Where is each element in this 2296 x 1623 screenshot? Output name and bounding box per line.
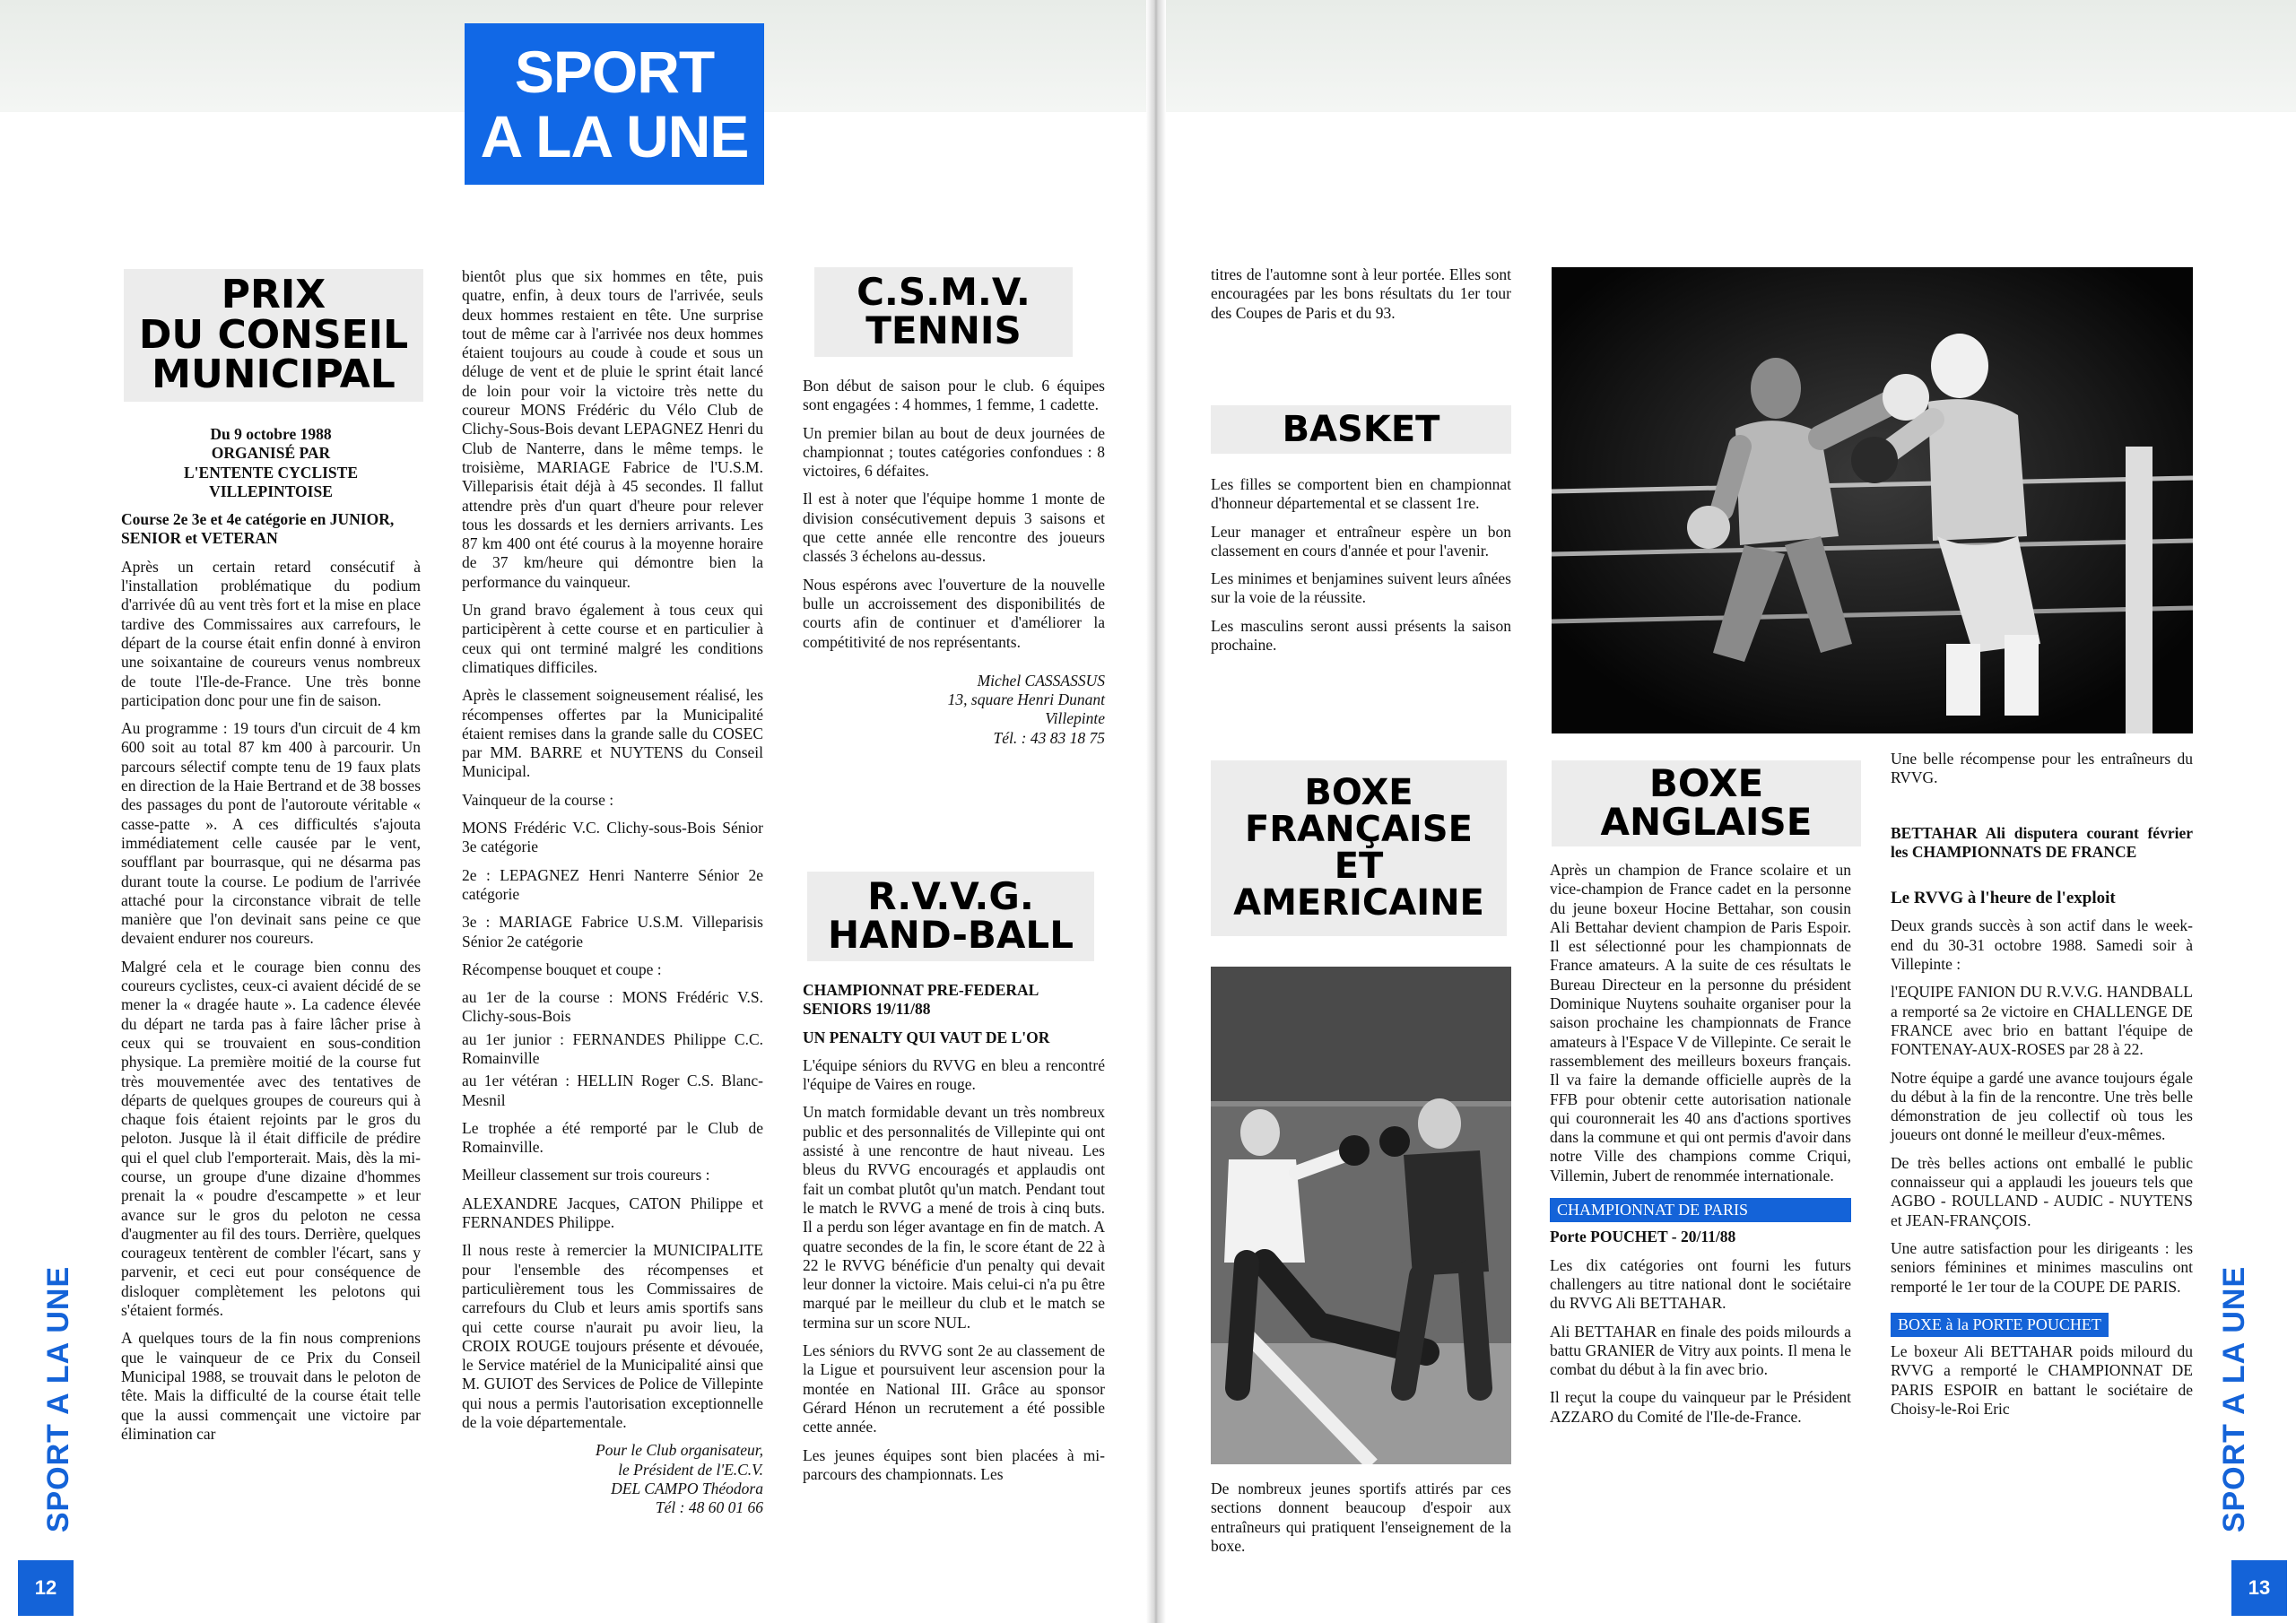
handball-paragraph: L'équipe séniors du RVVG en bleu a rencontré l'équipe de Vaires en rouge.	[803, 1055, 1105, 1094]
prix-paragraph: Malgré cela et le courage bien connu des coureurs cyclistes, ceux-ci avaient décidé de se mener la « dragée haute ». La cadence élevée du départ ne tarda pas à faire lâcher prise à ceux qui se trouvaient en sous-condition physique. La première moitié de la course fut très mouvementée avec des tentatives de départs de quelques groupes de coureurs qui à chaque fois étaient rejoints par le gros du peloton. Jusque là il était difficile de prédire qui el quel club l'emporterait. Mais, dès la mi-course, un groupe d'une dizaine d'hommes prenait la « poudre d'escampette » et leur avance sur le gros du peloton ne cessa d'augmenter au fil des tours. Derrière, quelques courageux tentèrent de combler l'écart, sans y parvenir, et ceci eut pour conséquence de disloquer complètement les pelotons qui s'étaient formés.	[121, 957, 421, 1320]
basket-intro-text: titres de l'automne sont à leur portée. Elles sont encouragées par les bons résultats du 1er tour des Coupes de Paris et du 93.	[1211, 265, 1511, 322]
right-section-sidebar	[2215, 1246, 2255, 1551]
boxe-francaise-heading	[1211, 760, 1507, 936]
prix-signature-line4: Tél : 48 60 01 66	[655, 1498, 763, 1517]
handball-paragraph: Les jeunes équipes sont bien placées à mi-parcours des championnats. Les	[803, 1445, 1105, 1483]
prix-signature-line1: Pour le Club organisateur,	[596, 1441, 763, 1460]
prix-title-line1: PRIX	[221, 271, 326, 317]
prix-paragraph: A quelques tours de la fin nous comprenions que le vainqueur de ce Prix du Conseil Municipal 1988, se trouvait dans le peloton de tête. Mais la difficulté de la course était telle que la aussi commençait une victoire par élimination car	[121, 1329, 421, 1443]
boxe-anglaise-heading	[1552, 760, 1861, 846]
prix-paragraph: Au programme : 19 tours d'un circuit de 4 km 600 soit au total 87 km 400 à parcourir. Un parcours sélectif compte tenu de 19 faux plats en direction de la Haie Bertrand et de 38 bosses des passages du pont de l'autoroute véritable « casse-patte ». A ces difficultés s'ajouta immédiatement celle causée par le vent, soufflant par bourrasque, qui ne désarma pas durant toute la course. Le podium de l'arrivée attaché pour la circonstance vibrait de telle manière que l'on devinait sans peine ce que devaient endurer nos coureurs.	[121, 719, 421, 948]
rvvg-exploit-subtitle: Le RVVG à l'heure de l'exploit	[1891, 889, 2116, 908]
prix-paragraph: MONS Frédéric V.C. Clichy-sous-Bois Sénior 3e catégorie	[462, 819, 763, 856]
prix-paragraph: Il nous reste à remercier la MUNICIPALITE pour l'ensemble des récompenses et particulièrement tous les Commissaires de carrefours du Club et leurs amis sportifs sans qui cette course n'aurait pu avoir lieu, la CROIX ROUGE toujours présente et dévouée, le Service matériel de la Municipalité ainsi que M. GUIOT des Services de Police de Villepinte qui nous a permis l'autorisation exceptionnelle de la voie départementale.	[462, 1241, 763, 1432]
prix-title-line2: DU CONSEIL	[138, 311, 409, 358]
boxe-anglaise-paragraph: Les dix catégories ont fourni les futurs challengers au titre national dont le sociétaire du RVVG Ali BETTAHAR.	[1550, 1255, 1851, 1313]
rvvg-paragraph: Le boxeur Ali BETTAHAR poids milourd du RVVG a remporté le CHAMPIONNAT DE PARIS ESPOIR en battant le sociétaire de Choisy-le-Roi Eric	[1891, 1342, 2193, 1419]
handball-championship-title: CHAMPIONNAT PRE-FEDERAL SENIORS 19/11/88	[803, 981, 1039, 1019]
left-sidebar-label: SPORT A LA UNE	[41, 1265, 76, 1532]
prix-paragraph: Récompense bouquet et coupe :	[462, 959, 662, 978]
section-banner	[465, 23, 764, 185]
boxe-ang-title-line1: BOXE	[1648, 761, 1764, 806]
boxe-anglaise-column	[1550, 861, 1851, 1436]
prix-signature-line2: le Président de l'E.C.V.	[618, 1460, 763, 1479]
basket-column	[1211, 475, 1511, 664]
handball-column	[803, 981, 1105, 1493]
prix-paragraph: Un grand bravo également à tous ceux qui participèrent à cette course et en particulier à ceux qui ont terminé malgré les conditions climatiques difficiles.	[462, 601, 763, 676]
prix-paragraph: Vainqueur de la course :	[462, 790, 614, 809]
kickboxing-photo-image	[1211, 967, 1511, 1464]
rvvg-paragraph: Deux grands succès à son actif dans le week-end du 30-31 octobre 1988. Samedi soir à Villepinte :	[1891, 916, 2193, 974]
banner-line2: A LA UNE	[480, 103, 749, 169]
basket-title: BASKET	[1282, 408, 1440, 450]
handball-title-line2: HAND-BALL	[828, 913, 1074, 957]
prix-signature-line3: DEL CAMPO Théodora	[611, 1479, 763, 1497]
tennis-signature-line2: 13, square Henri Dunant	[947, 690, 1105, 709]
rvvg-paragraph: Une belle récompense pour les entraîneurs du RVVG.	[1891, 750, 2193, 787]
porte-pouchet-subtitle: Porte POUCHET - 20/11/88	[1550, 1228, 1736, 1246]
prix-paragraph: au 1er de la course : MONS Frédéric V.S. Clichy-sous-Bois	[462, 988, 763, 1026]
prix-title-line3: MUNICIPAL	[152, 352, 396, 398]
boxe-fr-title-line2: FRANÇAISE	[1245, 809, 1473, 851]
prix-paragraph: au 1er junior : FERNANDES Philippe C.C. Romainville	[462, 1029, 763, 1067]
tennis-title-line2: TENNIS	[865, 308, 1022, 352]
prix-paragraph: Après un certain retard consécutif à l'installation problématique du podium d'arrivée dû au vent très fort et la mise en place tardive des Commissaires aux carrefours, le départ de la course était enfin donné à environ une soixantaine de coureurs venus nombreux de toute l'Ile-de-France. Une très bonne participation donc pour une fin de saison.	[121, 557, 421, 709]
basket-paragraph: Leur manager et entraîneur espère un bon classement en cours d'année et pour l'avenir.	[1211, 522, 1511, 560]
handball-paragraph: Un match formidable devant un très nombreux public et des personnalités de Villepinte qui ont assisté à une rencontre de haut niveau. Les bleus du RVVG encouragés et applaudis ont fait un combat plutôt qu'un match. Pendant tout le match le RVVG a mené de trois à cinq buts. Il a perdu son léger avantage en fin de match. A quatre secondes de la fin, le score étant de 22 à 22 le RVVG bénéficie d'un penalty qui devait leur donner la victoire. Mais celui-ci n'a pu être marqué par le meilleur du club et le match se termina sur un score NUL.	[803, 1103, 1105, 1332]
basket-heading	[1211, 405, 1511, 454]
tennis-title-line1: C.S.M.V.	[857, 270, 1031, 315]
page-number-right: 13	[2231, 1560, 2287, 1616]
left-section-sidebar	[39, 1246, 79, 1551]
prix-column-2	[462, 267, 763, 1518]
rvvg-paragraph: De très belles actions ont emballé le public connaisseur qui a applaudi les joueurs tels que AGBO - ROULLAND - AUDIC - NUYTENS et JEAN-FRANÇOIS.	[1891, 1153, 2193, 1229]
prix-paragraph: 2e : LEPAGNEZ Henri Nanterre Sénior 2e catégorie	[462, 865, 763, 903]
prix-paragraph: Après le classement soigneusement réalisé, les récompenses offertes par la Municipalité étaient remises dans la grande salle du COSEC par MM. BARRE et NUYTENS du Conseil Municipal.	[462, 686, 763, 781]
tennis-paragraph: Il est à noter que l'équipe homme 1 monte de division consécutivement depuis 3 saisons et que cette année elle rencontre des joueurs classés 3 échelons au-dessus.	[803, 490, 1105, 566]
handball-title-line1: R.V.V.G.	[867, 874, 1034, 919]
basket-paragraph: Les minimes et benjamines suivent leurs aînées sur la voie de la réussite.	[1211, 569, 1511, 607]
prix-course-category: Course 2e 3e et 4e catégorie en JUNIOR, SENIOR et VETERAN	[121, 510, 395, 548]
page-gutter	[1146, 0, 1166, 1623]
prix-heading	[124, 269, 423, 402]
tennis-heading	[814, 267, 1073, 357]
rvvg-exploit-column	[1891, 750, 2193, 1428]
boxe-fr-title-line3: ET	[1334, 846, 1384, 887]
tennis-paragraph: Bon début de saison pour le club. 6 équipes sont engagées : 4 hommes, 1 femme, 1 cadette.	[803, 377, 1105, 414]
kickboxing-caption: De nombreux jeunes sportifs attirés par ces sections donnent beaucoup d'espoir aux entraîneurs qui pratiquent l'enseignement de la boxe.	[1211, 1480, 1511, 1555]
boxing-match-photo	[1552, 267, 2193, 733]
rvvg-paragraph: Une autre satisfaction pour les dirigeants : les seniors féminines et minimes masculins ont remporté le 1er tour de la COUPE DE PARIS.	[1891, 1238, 2193, 1296]
tennis-signature-line1: Michel CASSASSUS	[977, 671, 1105, 690]
banner-line1: SPORT	[514, 39, 715, 105]
boxe-porte-pouchet-bar: BOXE à la PORTE POUCHET	[1891, 1313, 2109, 1337]
prix-paragraph: au 1er vétéran : HELLIN Roger C.S. Blanc-Mesnil	[462, 1072, 763, 1109]
page-number-left: 12	[18, 1560, 74, 1616]
handball-paragraph: Les séniors du RVVG sont 2e au classement de la Ligue et poursuivent leur ascension pour la montée en National III. Grâce au sponsor Gérard Hénon un recrutement a été possible cette année.	[803, 1341, 1105, 1436]
prix-paragraph: bientôt plus que six hommes en tête, puis quatre, enfin, à deux tours de l'arrivée, seuls deux hommes restaient en tête. Une surprise tout de même car à l'arrivée nos deux hommes étaient toujours au coude à coude et sous un déluge de vent et de pluie le sprint était lancé de loin pour voir la victoire très nette du coureur MONS Frédéric du Vélo Club de Clichy-Sous-Bois devant LEPAGNEZ Henri du Club de Nanterre, dans le même temps. le troisième, MARIAGE Fabrice de l'U.S.M. Villeparisis était déjà à 45 secondes. Il fallut attendre près d'un quart d'heure pour relever tous les dossards et les derniers arrivants. Les 87 km 400 ont été courus à la moyenne horaire de 37 km/heure qui démontre bien la performance du vainqueur.	[462, 267, 763, 591]
handball-heading	[807, 872, 1094, 961]
prix-paragraph: 3e : MARIAGE Fabrice U.S.M. Villeparisis Sénior 2e catégorie	[462, 913, 763, 950]
right-page-top-band	[1166, 0, 2296, 112]
prix-date: Du 9 octobre 1988	[210, 425, 332, 443]
prix-organizer-label: ORGANISÉ PAR	[211, 444, 331, 463]
tennis-paragraph: Nous espérons avec l'ouverture de la nouvelle bulle un accroissement des disponibilités de courts afin de continuer et d'améliorer la compétitivité de nos représentants.	[803, 575, 1105, 651]
right-sidebar-label: SPORT A LA UNE	[2217, 1265, 2252, 1532]
boxe-fr-title-line4: AMERICAINE	[1233, 881, 1484, 924]
rvvg-paragraph: Notre équipe a gardé une avance toujours égale du début à la fin de la rencontre. Une très belle démonstration de jeu collectif où tous les joueurs ont donné le meilleur d'eux-mêmes.	[1891, 1068, 2193, 1144]
basket-paragraph: Les masculins seront aussi présents la saison prochaine.	[1211, 616, 1511, 655]
prix-paragraph: Meilleur classement sur trois coureurs :	[462, 1166, 710, 1185]
prix-paragraph: ALEXANDRE Jacques, CATON Philippe et FERNANDES Philippe.	[462, 1193, 763, 1232]
boxe-anglaise-paragraph: Il reçut la coupe du vainqueur par le Président AZZARO du Comité de l'Ile-de-France.	[1550, 1388, 1851, 1426]
rvvg-paragraph: l'EQUIPE FANION DU R.V.V.G. HANDBALL a remporté sa 2e victoire en CHALLENGE DE FRANCE avec brio en battant l'équipe de FONTENAY-AUX-ROSES par 28 à 22.	[1891, 983, 2193, 1059]
boxing-photo-image	[1552, 267, 2193, 733]
bettahar-headline: BETTAHAR Ali disputera courant février les CHAMPIONNATS DE FRANCE	[1891, 823, 2193, 861]
tennis-signature-line4: Tél. : 43 83 18 75	[993, 728, 1105, 747]
boxe-anglaise-paragraph: Après un champion de France scolaire et un vice-champion de France cadet en la personne du jeune boxeur Hocine Bettahar, son cousin Ali Bettahar devient champion de Paris Espoir. Il est sélectionné pour les championnats de France amateurs. A la suite de ces résultats le Bureau Directeur en la personne du président Dominique Nuytens souhaite organiser pour la saison prochaine les championnats de France amateurs à l'Espace V de Villepinte. Ce serait le rassemblement des meilleurs boxeurs français. Il va faire la demande officielle auprès de la FFB pour obtenir cette autorisation nationale qui couronnerait les 40 ans d'actions sportives dans la commune et qui ont permis d'avoir dans notre Ville des champions comme Criqui, Villemin, Jubert de renommée internationale.	[1550, 861, 1851, 1185]
boxe-ang-title-line2: ANGLAISE	[1600, 800, 1813, 844]
boxe-fr-title-line1: BOXE	[1304, 772, 1413, 814]
championnat-de-paris-bar: CHAMPIONNAT DE PARIS	[1550, 1198, 1851, 1222]
tennis-paragraph: Un premier bilan au bout de deux journées de championnat ; toutes catégories confondues : 8 victoires, 6 défaites.	[803, 423, 1105, 481]
prix-organizer: L'ENTENTE CYCLISTE VILLEPINTOISE	[183, 463, 359, 500]
handball-subtitle: UN PENALTY QUI VAUT DE L'OR	[803, 1028, 1050, 1046]
tennis-column	[803, 377, 1105, 748]
boxe-anglaise-paragraph: Ali BETTAHAR en finale des poids milourds a battu GRANIER de Vitry aux points. Il mena le combat du début à la fin avec brio.	[1550, 1322, 1851, 1379]
tennis-signature-line3: Villepinte	[1045, 709, 1105, 728]
prix-paragraph: Le trophée a été remporté par le Club de Romainville.	[462, 1118, 763, 1157]
kickboxing-photo	[1211, 967, 1511, 1464]
basket-paragraph: Les filles se comportent bien en championnat d'honneur départemental et se classent 1re.	[1211, 475, 1511, 513]
basket-intro	[1211, 265, 1511, 332]
prix-column-1	[121, 425, 421, 1453]
